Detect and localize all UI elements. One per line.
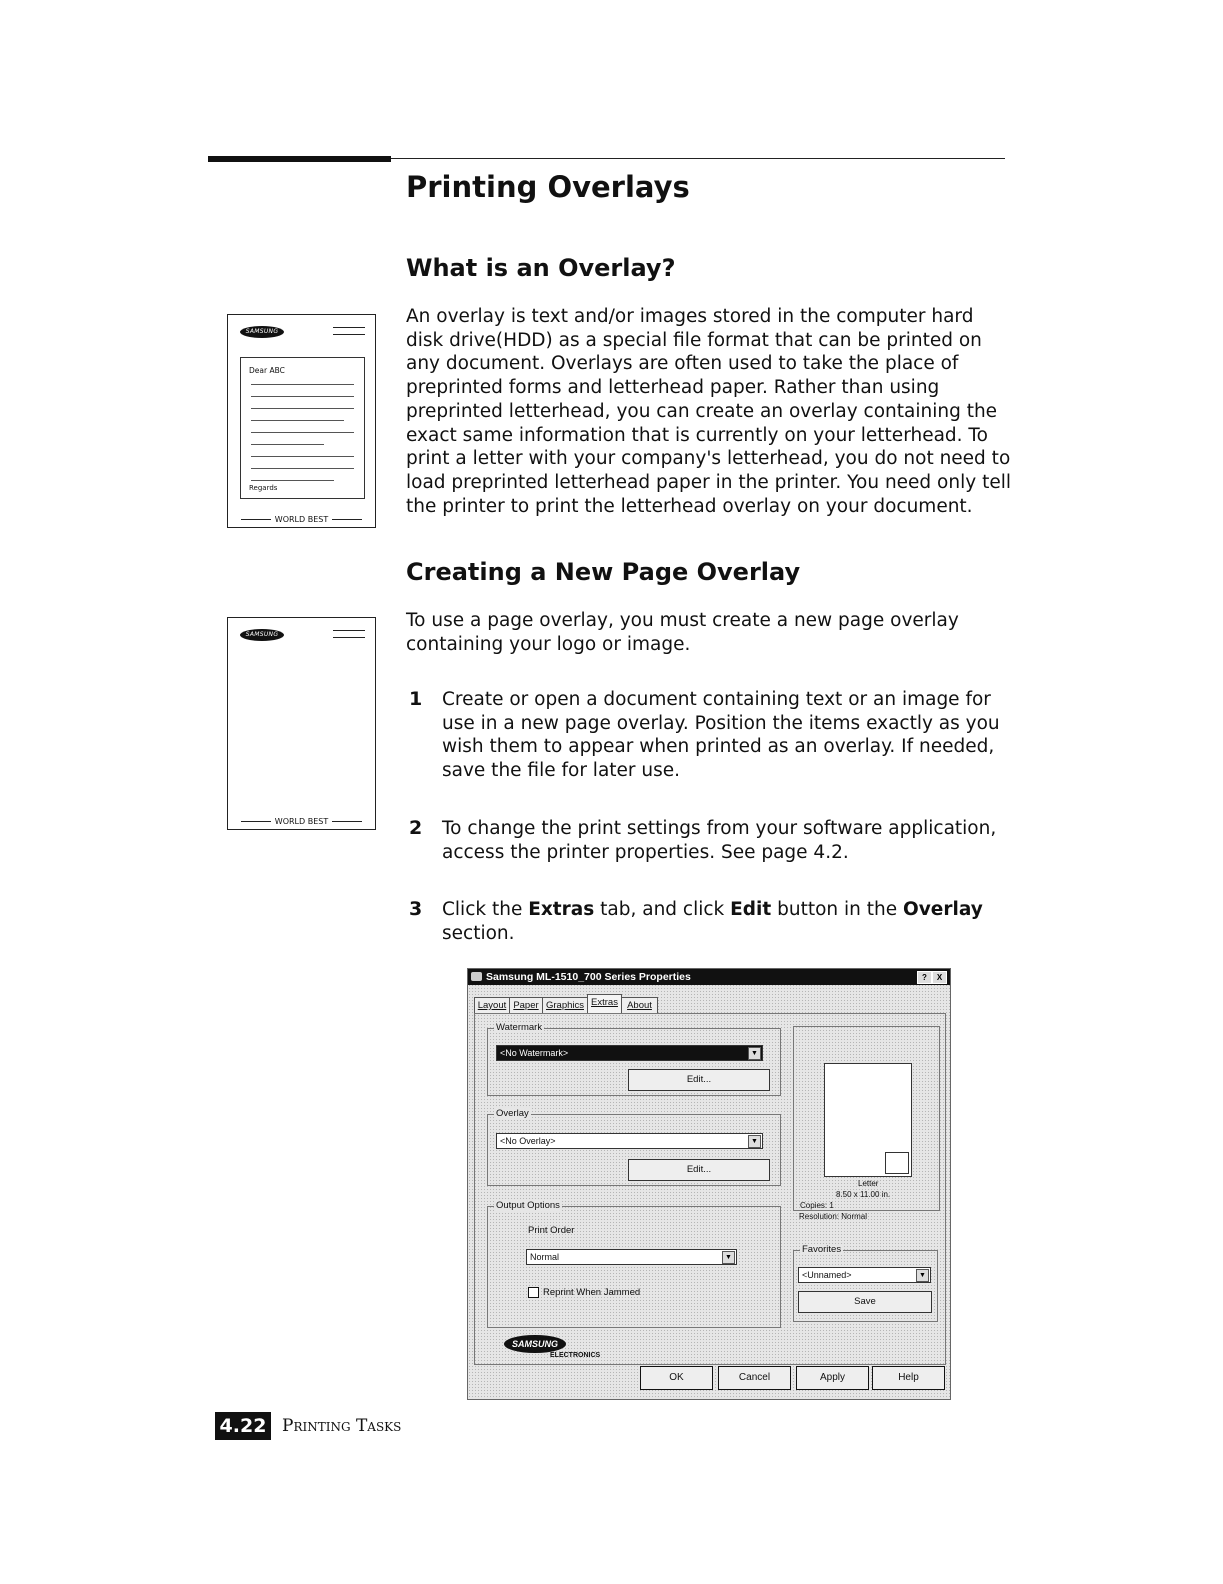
page-number: 4.22 (215, 1412, 271, 1440)
tab-graphics[interactable]: Graphics (542, 997, 588, 1014)
apply-button[interactable]: Apply (796, 1366, 869, 1390)
step-text-part: Click the (442, 899, 529, 920)
output-options-label: Output Options (496, 1200, 560, 1211)
chevron-down-icon[interactable]: ▼ (722, 1251, 735, 1264)
text-line (251, 480, 334, 481)
output-options-group (487, 1200, 781, 1328)
brand-subtitle: ELECTRONICS (550, 1352, 601, 1359)
dialog-title: Samsung ML-1510_700 Series Properties (486, 971, 691, 983)
step-text: Create or open a document containing text or an image for use in a new page overlay. Position the items exactly as you wish them to appear when printed as an overlay. If needed, save the file for later use. (442, 689, 1000, 782)
ok-button[interactable]: OK (640, 1366, 713, 1390)
step-3 (406, 898, 1011, 945)
watermark-value: <No Watermark> (500, 1048, 569, 1058)
overlay-edit-button[interactable]: Edit... (628, 1159, 770, 1181)
help-button[interactable]: Help (872, 1366, 945, 1390)
printer-icon (471, 972, 482, 981)
chevron-down-icon[interactable]: ▼ (916, 1269, 929, 1282)
reprint-label: Reprint When Jammed (543, 1287, 641, 1299)
favorites-value: <Unnamed> (802, 1270, 852, 1280)
section-name: Printing Tasks (282, 1416, 402, 1436)
samsung-logo: SAMSUNG (240, 326, 284, 338)
help-icon[interactable]: ? (917, 971, 932, 984)
text-line (251, 384, 354, 385)
step-2 (406, 817, 1011, 864)
text-line (251, 408, 354, 409)
tab-about[interactable]: About (621, 997, 658, 1014)
step-number: 1 (409, 688, 423, 710)
overlay-select[interactable] (496, 1133, 763, 1149)
header-lines (333, 630, 365, 638)
favorites-select[interactable] (798, 1267, 931, 1283)
letter-greeting: Dear ABC (249, 366, 285, 375)
text-line (251, 420, 344, 421)
header-rule-thin (391, 158, 1005, 159)
letterhead-with-text-illustration (227, 314, 376, 528)
favorites-group (793, 1244, 938, 1322)
tab-layout[interactable]: Layout (474, 997, 510, 1014)
letter-closing: Regards (249, 484, 278, 492)
reprint-checkbox[interactable] (528, 1287, 640, 1298)
step-text-part: section. (442, 922, 515, 944)
watermark-label: Watermark (496, 1022, 543, 1033)
page-title: Printing Overlays (406, 170, 690, 204)
step-number: 2 (409, 817, 423, 839)
step-number: 3 (409, 898, 423, 920)
text-line (251, 396, 354, 397)
cancel-button[interactable]: Cancel (718, 1366, 791, 1390)
paper-name: Letter (858, 1179, 879, 1188)
overlay-description: An overlay is text and/or images stored in the computer hard disk drive(HDD) as a special file format that can be printed on any document. Overlays are often used to take the place of preprinted forms and letterhead paper. Rather than using preprinted letterhead, you can create an overlay containing the exact same information that is currently on your letterhead. To print a letter with your company's letterhead, you do not need to load preprinted letterhead paper in the printer. You need only tell the printer to print the letterhead overlay on your document. (406, 306, 1011, 517)
samsung-logo: SAMSUNG (240, 629, 284, 641)
checkbox-icon[interactable] (528, 1287, 539, 1298)
step-text (442, 898, 1011, 945)
paper-size: 8.50 x 11.00 in. (836, 1190, 891, 1199)
page-preview (824, 1063, 912, 1177)
extras-panel (474, 1013, 946, 1365)
samsung-brand-logo: SAMSUNG (504, 1335, 566, 1353)
letter-footer: WORLD BEST (234, 515, 369, 524)
resolution-info: Resolution: Normal (799, 1212, 868, 1221)
overlay-label: Overlay (496, 1108, 529, 1119)
header-lines (333, 327, 365, 335)
watermark-edit-button[interactable]: Edit... (628, 1069, 770, 1091)
layout-mini-icon (885, 1152, 909, 1174)
print-order-select[interactable] (526, 1249, 737, 1265)
section-heading-create: Creating a New Page Overlay (406, 558, 801, 586)
favorites-label: Favorites (802, 1244, 842, 1255)
print-order-label: Print Order (528, 1225, 575, 1236)
step-1 (406, 688, 1011, 783)
preview-area (793, 1026, 940, 1211)
chevron-down-icon[interactable]: ▼ (748, 1047, 761, 1060)
step-text: To change the print settings from your software application, access the printer properties. See page 4.2. (442, 818, 997, 863)
edit-term: Edit (730, 899, 772, 920)
dialog-titlebar (468, 969, 950, 985)
section-heading-overlay: What is an Overlay? (406, 254, 676, 282)
letter-footer: WORLD BEST (234, 817, 369, 826)
step-text-part: button in the (771, 899, 904, 920)
extras-term: Extras (528, 899, 595, 920)
printer-properties-dialog (467, 968, 951, 1400)
watermark-group (487, 1022, 781, 1096)
text-line (251, 444, 324, 445)
chevron-down-icon[interactable]: ▼ (748, 1135, 761, 1148)
overlay-term: Overlay (903, 899, 983, 920)
letter-body (240, 357, 365, 499)
blank-letterhead-illustration (227, 617, 376, 830)
print-order-value: Normal (530, 1252, 560, 1262)
text-line (251, 456, 354, 457)
overlay-group (487, 1108, 781, 1186)
create-intro: To use a page overlay, you must create a new page overlay containing your logo or image. (406, 610, 959, 655)
close-icon[interactable]: X (932, 971, 947, 984)
step-text-part: tab, and click (594, 899, 731, 920)
copies-info: Copies: 1 (800, 1201, 834, 1210)
text-line (251, 468, 354, 469)
header-rule-thick (208, 156, 391, 162)
overlay-value: <No Overlay> (500, 1136, 556, 1146)
tab-extras[interactable]: Extras (587, 994, 622, 1014)
favorites-save-button[interactable]: Save (798, 1291, 932, 1313)
text-line (251, 432, 354, 433)
watermark-select[interactable] (496, 1045, 763, 1061)
tab-paper[interactable]: Paper (509, 997, 543, 1014)
